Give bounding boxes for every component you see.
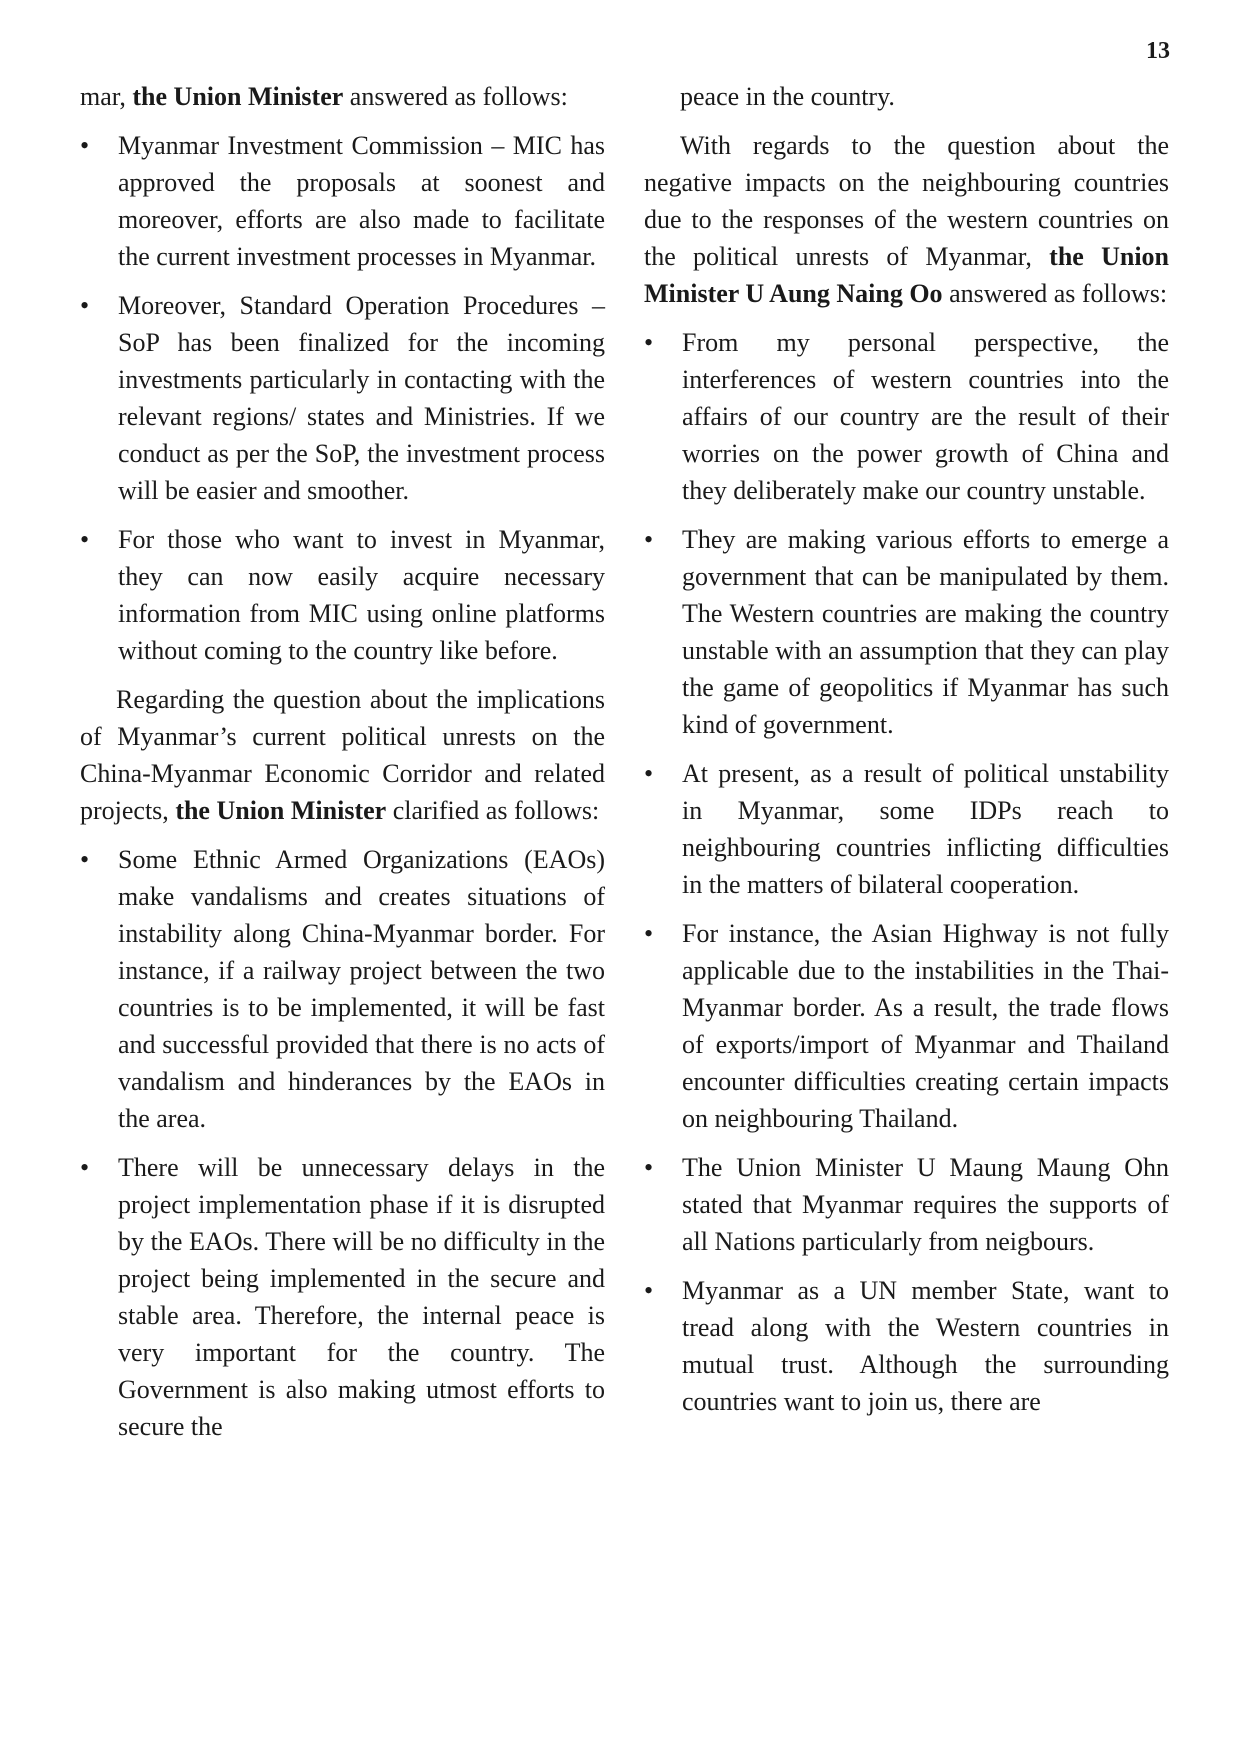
continuation-text: peace in the country.	[680, 82, 895, 111]
page-number: 13	[1146, 38, 1170, 64]
corridor-bold-speaker: the Union Minister	[175, 796, 387, 825]
bullet-icon: •	[644, 919, 654, 948]
list-item-text: At present, as a result of political unstability in Myanmar, some IDPs reach to neighbouring countries inflicting difficulties in the matters of bilateral cooperation.	[682, 759, 1169, 899]
bullet-icon: •	[80, 1153, 90, 1182]
list-item-text: For instance, the Asian Highway is not fully applicable due to the instabilities in the Thai-Myanmar border. As a result, the trade flows of exports/import of Myanmar and Thailand encounter difficulties creating certain impacts on neighbouring Thailand.	[682, 919, 1169, 1133]
list-item-text: They are making various efforts to emerge a government that can be manipulated by them. The Western countries are making the country unstable with an assumption that they can play the game of geopolitics if Myanmar has such kind of government.	[682, 525, 1169, 739]
left-column	[80, 78, 605, 1457]
bullet-icon: •	[80, 291, 90, 320]
list-item	[80, 287, 605, 509]
list-item	[644, 755, 1169, 903]
corridor-text-after: clarified as follows:	[386, 796, 600, 825]
neighbours-text-before: With regards to the question about the negative impacts on the neighbouring countries due to the responses of the western countries on the political unrests of Myanmar,	[644, 131, 1169, 271]
intro-paragraph	[80, 78, 605, 115]
bullet-icon: •	[644, 525, 654, 554]
bullet-icon: •	[80, 845, 90, 874]
bullet-icon: •	[644, 759, 654, 788]
list-item-text: From my personal perspective, the interferences of western countries into the affairs of our country are the result of their worries on the power growth of China and they deliberately make our country unstable.	[682, 328, 1169, 505]
intro-text-after: answered as follows:	[343, 82, 568, 111]
bullet-icon: •	[644, 1153, 654, 1182]
bullet-icon: •	[644, 1276, 654, 1305]
list-item	[80, 521, 605, 669]
neighbours-paragraph	[644, 127, 1169, 312]
right-column	[644, 78, 1169, 1432]
list-item-text: There will be unnecessary delays in the project implementation phase if it is disrupted by the EAOs. There will be no difficulty in the project being implemented in the secure and stable area. Therefore, the internal peace is very important for the country. The Government is also making utmost efforts to secure the	[118, 1153, 605, 1441]
bullet-list-corridor	[80, 841, 605, 1445]
list-item	[644, 324, 1169, 509]
intro-text-before: mar,	[80, 82, 133, 111]
bullet-icon: •	[644, 328, 654, 357]
list-item-text: For those who want to invest in Myanmar, they can now easily acquire necessary information from MIC using online platforms without coming to the country like before.	[118, 525, 605, 665]
bullet-icon: •	[80, 525, 90, 554]
corridor-text-before: Regarding the question about the implications of Myanmar’s current political unrests on the China-Myanmar Economic Corridor and related projects,	[80, 685, 605, 825]
list-item-text: Some Ethnic Armed Organizations (EAOs) make vandalisms and creates situations of instability along China-Myanmar border. For instance, if a railway project between the two countries is to be implemented, it will be fast and successful provided that there is no acts of vandalism and hinderances by the EAOs in the area.	[118, 845, 605, 1133]
list-item	[644, 915, 1169, 1137]
list-item-text: The Union Minister U Maung Maung Ohn stated that Myanmar requires the supports of all Nations particularly from neigbours.	[682, 1153, 1169, 1256]
bullet-list-investment	[80, 127, 605, 669]
corridor-paragraph	[80, 681, 605, 829]
list-item	[644, 521, 1169, 743]
list-item	[80, 841, 605, 1137]
intro-bold-speaker: the Union Minister	[132, 82, 344, 111]
list-item	[644, 1149, 1169, 1260]
list-item-text: Myanmar Investment Commission – MIC has approved the proposals at soonest and moreover, efforts are also made to facilitate the current investment processes in Myanmar.	[118, 131, 605, 271]
bullet-icon: •	[80, 131, 90, 160]
list-item	[80, 1149, 605, 1445]
bullet-list-neighbours	[644, 324, 1169, 1420]
neighbours-text-after: answered as follows:	[942, 279, 1168, 308]
list-item-text: Myanmar as a UN member State, want to tread along with the Western countries in mutual trust. Although the surrounding countries want to join us, there are	[682, 1276, 1169, 1416]
list-item	[644, 1272, 1169, 1420]
neighbours-bold-speaker: the Union Minister U Aung Naing Oo	[644, 242, 1169, 308]
list-item	[80, 127, 605, 275]
list-item-text: Moreover, Standard Operation Procedures – SoP has been finalized for the incoming investments particularly in contacting with the relevant regions/ states and Ministries. If we conduct as per the SoP, the investment process will be easier and smoother.	[118, 291, 605, 505]
